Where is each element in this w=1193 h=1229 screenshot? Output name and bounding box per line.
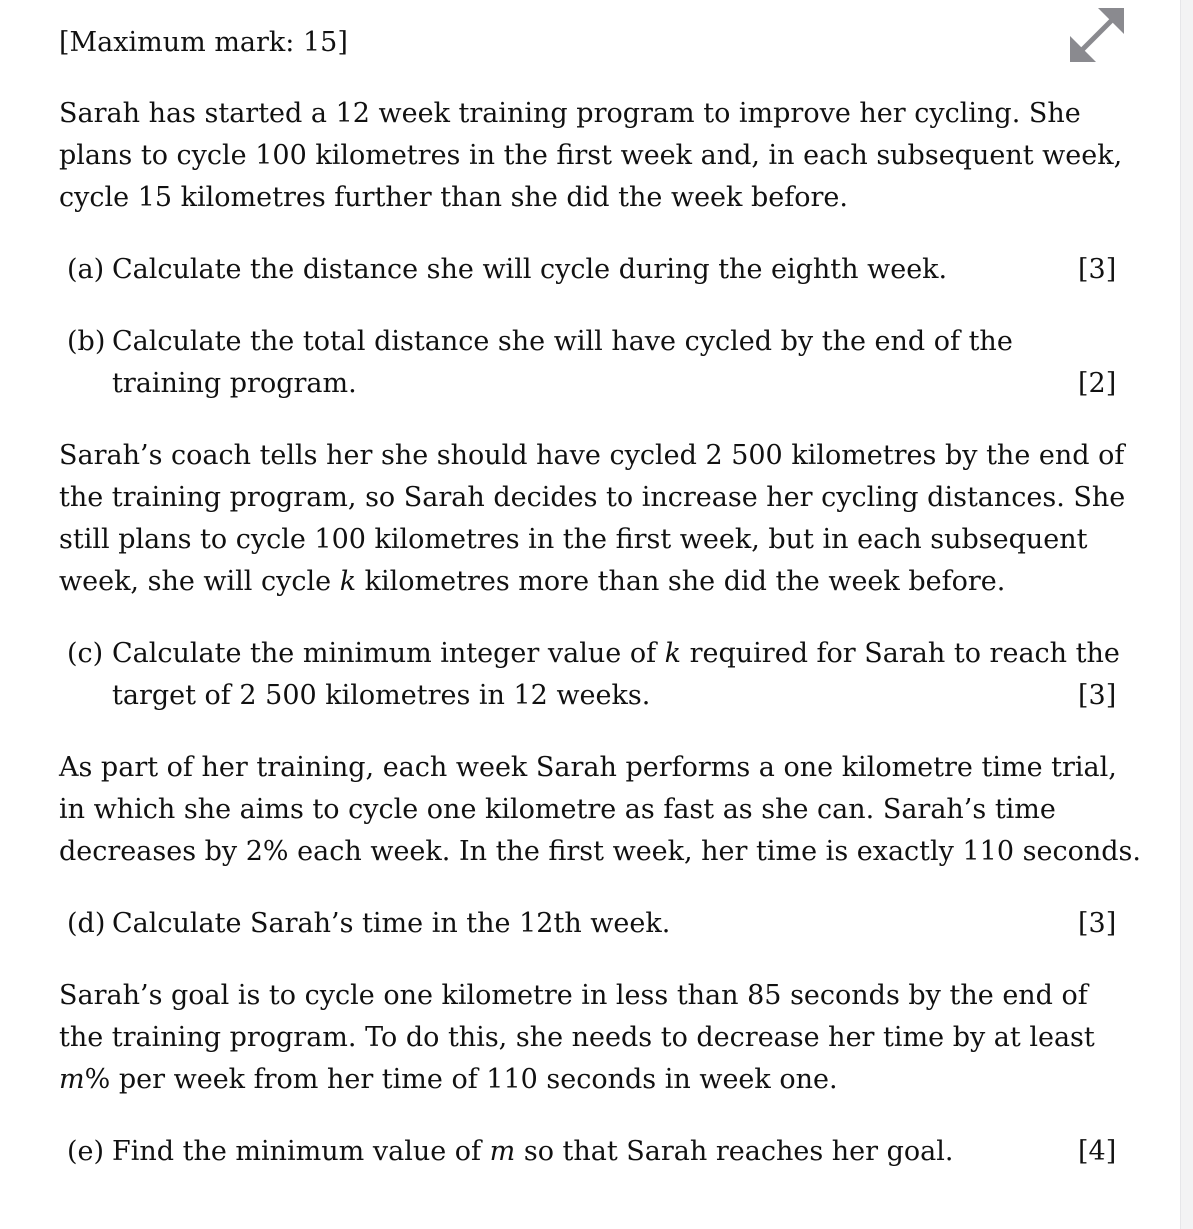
- part-e-text: [112, 1131, 1062, 1173]
- part-e-marks: [4]: [1078, 1136, 1117, 1167]
- part-a-marks: [3]: [1078, 254, 1117, 285]
- coach-line-4-post: kilometres more than she did the week before.: [356, 566, 1006, 597]
- coach-line-4: [59, 561, 1059, 603]
- intro-line-1: Sarah has started a 12 week training program to improve her cycling. She: [59, 98, 1081, 129]
- intro-line-3: cycle 15 kilometres further than she did the week before.: [59, 182, 848, 213]
- part-c-line-2: target of 2 500 kilometres in 12 weeks.: [112, 680, 651, 711]
- goal-line-3: [59, 1059, 1059, 1101]
- part-c-label: (c): [67, 638, 104, 669]
- part-d-label: (d): [67, 908, 106, 939]
- part-b-line-2: training program.: [112, 368, 357, 399]
- part-c-marks: [3]: [1078, 680, 1117, 711]
- trial-line-1: As part of her training, each week Sarah performs a one kilometre time trial,: [59, 752, 1117, 783]
- scrollbar-track[interactable]: [1180, 0, 1193, 1229]
- variable-m: m: [59, 1064, 85, 1095]
- variable-m: m: [489, 1136, 516, 1167]
- goal-line-1: Sarah’s goal is to cycle one kilometre in less than 85 seconds by the end of: [59, 980, 1088, 1011]
- maximum-mark: [Maximum mark: 15]: [59, 27, 348, 58]
- part-c-line-1: [112, 633, 1120, 675]
- intro-line-2: plans to cycle 100 kilometres in the first week and, in each subsequent week,: [59, 140, 1123, 171]
- part-c-line-1-post: required for Sarah to reach the: [681, 638, 1120, 669]
- part-e-label: (e): [67, 1136, 105, 1167]
- part-d-text: Calculate Sarah’s time in the 12th week.: [112, 908, 671, 939]
- goal-line-2: the training program. To do this, she needs to decrease her time by at least: [59, 1022, 1095, 1053]
- part-a-label: (a): [67, 254, 105, 285]
- trial-line-3: decreases by 2% each week. In the first week, her time is exactly 110 seconds.: [59, 836, 1141, 867]
- expand-button[interactable]: [1066, 4, 1128, 66]
- coach-line-2: the training program, so Sarah decides to increase her cycling distances. She: [59, 482, 1126, 513]
- goal-line-3-post: % per week from her time of 110 seconds in week one.: [84, 1064, 838, 1095]
- variable-k: k: [664, 638, 682, 669]
- coach-line-4-pre: week, she will cycle: [59, 566, 340, 597]
- part-d-marks: [3]: [1078, 908, 1117, 939]
- variable-k: k: [339, 566, 357, 597]
- part-c-line-1-pre: Calculate the minimum integer value of: [112, 638, 665, 669]
- part-a-text: Calculate the distance she will cycle during the eighth week.: [112, 254, 948, 285]
- trial-line-2: in which she aims to cycle one kilometre as fast as she can. Sarah’s time: [59, 794, 1056, 825]
- expand-diagonal-arrows-icon: [1066, 4, 1128, 66]
- part-e-text-post: so that Sarah reaches her goal.: [515, 1136, 954, 1167]
- coach-line-1: Sarah’s coach tells her she should have cycled 2 500 kilometres by the end of: [59, 440, 1125, 471]
- coach-line-3: still plans to cycle 100 kilometres in the first week, but in each subsequent: [59, 524, 1088, 555]
- part-e-text-pre: Find the minimum value of: [112, 1136, 490, 1167]
- part-b-label: (b): [67, 326, 106, 357]
- part-b-marks: [2]: [1078, 368, 1117, 399]
- part-b-line-1: Calculate the total distance she will have cycled by the end of the: [112, 326, 1013, 357]
